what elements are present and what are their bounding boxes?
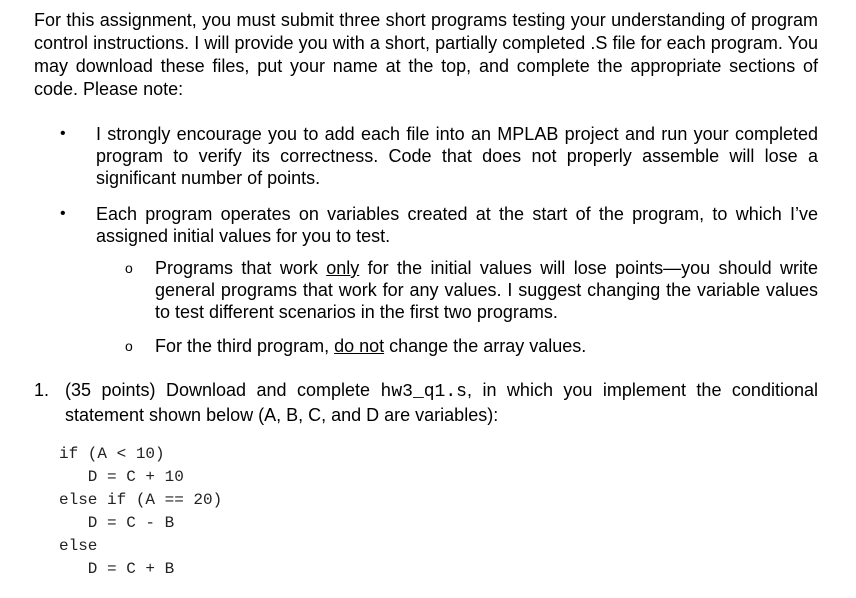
filename: hw3_q1.s <box>380 382 467 402</box>
item-number: 1. <box>34 380 50 400</box>
notes-list <box>34 123 818 357</box>
numbered-item-1: 1. (35 points) Download and complete hw3_q1.s, in which you implement the conditional statement shown below (A, B, C, and D are variables): <box>34 380 818 425</box>
code-line: D = C - B <box>59 514 175 532</box>
code-line: D = C + B <box>59 560 175 578</box>
bullet-text: I strongly encourage you to add each file into an MPLAB project and run your completed program to verify its correctness. Code that does not properly assemble will lose a significant number of points. <box>96 124 818 188</box>
intro-paragraph: For this assignment, you must submit three short programs testing your understanding of program control instructions. I will provide you with a short, partially completed .S file for each program. You may download these files, put your name at the top, and complete the appropriate sections of code. Please note: <box>34 10 818 99</box>
code-line: D = C + 10 <box>59 468 184 486</box>
bullet-item <box>34 123 818 189</box>
bullet-text: Each program operates on variables created at the start of the program, to which I’ve assigned initial values for you to test. <box>96 204 818 246</box>
code-line: else <box>59 537 98 555</box>
sub-bullet-item <box>34 257 818 323</box>
code-line: if (A < 10) <box>59 445 165 463</box>
sub-bullet-item <box>34 335 818 357</box>
circle-bullet-icon: o <box>125 338 133 354</box>
bullet-icon: • <box>60 125 66 142</box>
code-line: else if (A == 20) <box>59 491 223 509</box>
sub-bullet-text: Programs that work only for the initial values will lose points—you should write general programs that work for any values. I suggest changing the variable values to test different scenarios in the first two programs. <box>155 258 818 322</box>
document <box>34 9 818 427</box>
sub-bullet-text: For the third program, do not change the array values. <box>155 336 587 356</box>
code-block <box>59 443 222 581</box>
bullet-item <box>34 203 818 247</box>
bullet-icon: • <box>60 205 66 222</box>
circle-bullet-icon: o <box>125 260 133 276</box>
